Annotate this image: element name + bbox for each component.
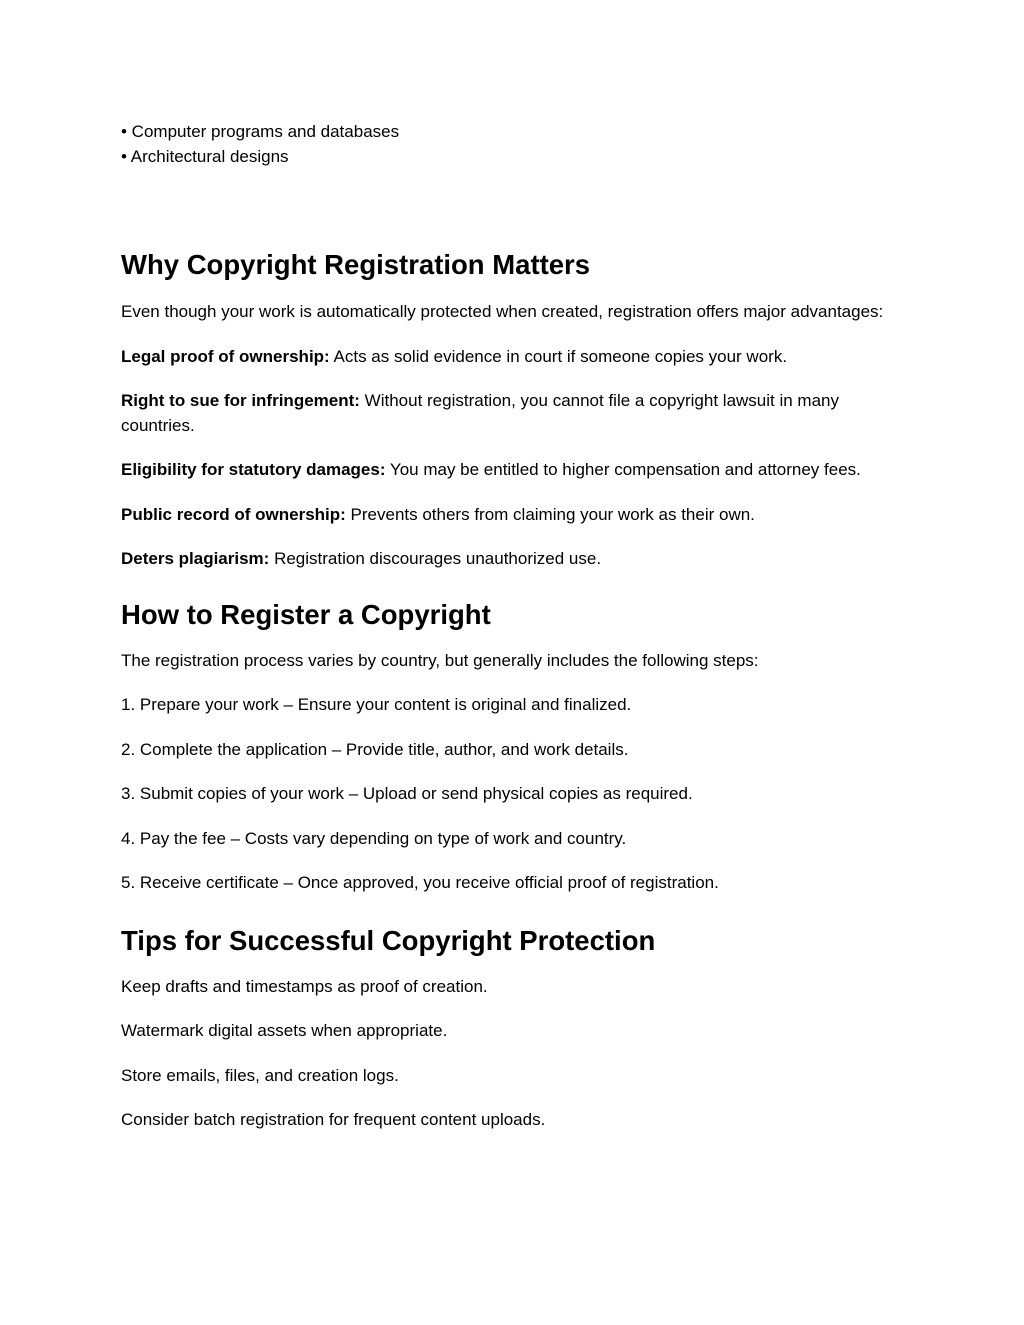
advantage-term: Right to sue for infringement: <box>121 391 360 410</box>
advantage-description: Registration discourages unauthorized use. <box>269 549 602 568</box>
advantage-item <box>121 389 911 438</box>
advantage-term: Eligibility for statutory damages: <box>121 460 386 479</box>
why-intro-paragraph: Even though your work is automatically protected when created, registration offers major advantages: <box>121 302 884 321</box>
registration-step: 2. Complete the application – Provide title, author, and work details. <box>121 739 629 759</box>
registration-step: 3. Submit copies of your work – Upload or send physical copies as required. <box>121 784 693 803</box>
tip-item: Consider batch registration for frequent content uploads. <box>121 1110 546 1129</box>
advantage-description: Without registration, you cannot file a copyright lawsuit in many countries. <box>121 391 840 435</box>
bullet-item: • Computer programs and databases <box>121 122 400 141</box>
advantage-item <box>121 547 911 572</box>
document-content <box>121 120 911 1133</box>
advantage-term: Public record of ownership: <box>121 504 346 524</box>
registration-step: 5. Receive certificate – Once approved, you receive official proof of registration. <box>121 873 719 892</box>
section-heading-tips: Tips for Successful Copyright Protection <box>121 924 656 956</box>
tip-item: Watermark digital assets when appropriate. <box>121 1021 448 1040</box>
advantage-description: You may be entitled to higher compensation and attorney fees. <box>385 460 861 479</box>
advantage-item <box>121 503 911 528</box>
advantage-item <box>121 345 911 370</box>
how-intro-paragraph: The registration process varies by country, but generally includes the following steps: <box>121 650 759 670</box>
advantage-term: Legal proof of ownership: <box>121 346 330 366</box>
section-heading-why: Why Copyright Registration Matters <box>121 249 591 280</box>
advantage-term: Deters plagiarism: <box>121 549 270 568</box>
bullet-item: • Architectural designs <box>121 146 289 166</box>
registration-step: 4. Pay the fee – Costs vary depending on type of work and country. <box>121 828 627 848</box>
section-heading-how: How to Register a Copyright <box>121 598 491 630</box>
advantage-description: Prevents others from claiming your work as their own. <box>345 504 755 524</box>
intro-bullet-list <box>121 120 911 169</box>
registration-step: 1. Prepare your work – Ensure your content is original and finalized. <box>121 695 632 714</box>
tip-item: Store emails, files, and creation logs. <box>121 1065 399 1085</box>
advantage-item <box>121 458 911 483</box>
tip-item: Keep drafts and timestamps as proof of creation. <box>121 976 488 996</box>
advantage-description: Acts as solid evidence in court if someone copies your work. <box>329 346 788 366</box>
